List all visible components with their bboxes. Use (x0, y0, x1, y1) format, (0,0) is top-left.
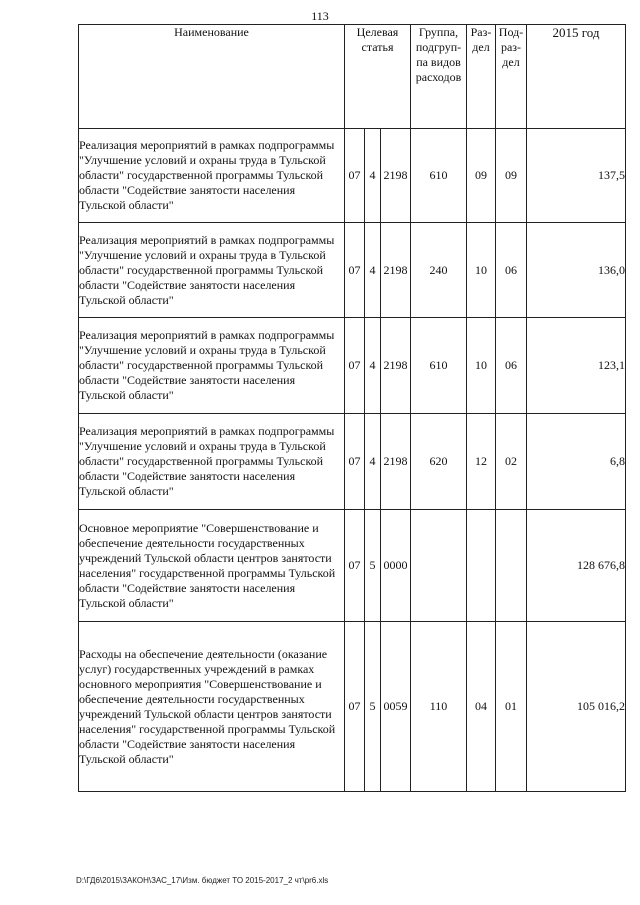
row-amount-cell: 123,1 (527, 318, 626, 414)
row-razdel-cell: 10 (467, 223, 496, 318)
header-group-text: Группа, подгруп-па видов расходов (415, 25, 462, 84)
table-row (79, 129, 626, 223)
row-direction-cell: 2198 (381, 129, 411, 223)
row-podrazdel-cell: 02 (496, 414, 527, 510)
header-year: 2015 год (527, 25, 626, 129)
row-direction-cell: 0059 (381, 622, 411, 792)
page-number: 113 (311, 9, 329, 23)
row-name-cell: Расходы на обеспечение деятельности (оказание услуг) государственных учреждений в рамках основного мероприятия "Совершенствование и обеспечение деятельности государственных учреждений Тульской области центров занятости населения" государственной программы Тульской области "Содействие занятости населения Тульской области" (79, 622, 345, 792)
row-razdel-cell: 10 (467, 318, 496, 414)
row-razdel-cell: 09 (467, 129, 496, 223)
footer-file-path: D:\ГД6\2015\ЗАКОН\ЗАС_17\Изм. бюджет ТО 2015-2017_2 чт\pr6.xls (76, 876, 329, 885)
row-amount-cell: 137,5 (527, 129, 626, 223)
row-direction-cell: 2198 (381, 223, 411, 318)
row-razdel-cell: 04 (467, 622, 496, 792)
row-name-cell: Реализация мероприятий в рамках подпрограммы "Улучшение условий и охраны труда в Тульской области" государственной программы Тульской области "Содействие занятости населения Тульской области" (79, 414, 345, 510)
table-row (79, 223, 626, 318)
row-razdel-cell (467, 510, 496, 622)
row-program-cell: 07 (345, 318, 365, 414)
header-razdel (467, 25, 496, 129)
table-row (79, 622, 626, 792)
header-target-article (345, 25, 411, 129)
row-group-cell (411, 510, 467, 622)
row-subprogram-cell: 5 (365, 622, 381, 792)
header-target-article-text: Целевая статья (356, 25, 399, 54)
row-podrazdel-cell (496, 510, 527, 622)
row-subprogram-cell: 5 (365, 510, 381, 622)
row-subprogram-cell: 4 (365, 223, 381, 318)
header-podrazdel-text: Под-раз-дел (498, 25, 524, 69)
row-direction-cell: 0000 (381, 510, 411, 622)
header-name: Наименование (79, 25, 345, 129)
table-header-row (79, 25, 626, 129)
row-subprogram-cell: 4 (365, 129, 381, 223)
row-name-cell: Реализация мероприятий в рамках подпрограммы "Улучшение условий и охраны труда в Тульской области" государственной программы Тульской области "Содействие занятости населения Тульской области" (79, 129, 345, 223)
row-direction-cell: 2198 (381, 414, 411, 510)
row-podrazdel-cell: 01 (496, 622, 527, 792)
row-podrazdel-cell: 06 (496, 223, 527, 318)
row-subprogram-cell: 4 (365, 414, 381, 510)
row-program-cell: 07 (345, 129, 365, 223)
row-podrazdel-cell: 06 (496, 318, 527, 414)
row-group-cell: 110 (411, 622, 467, 792)
row-podrazdel-cell: 09 (496, 129, 527, 223)
table-row (79, 318, 626, 414)
row-razdel-cell: 12 (467, 414, 496, 510)
row-name-cell: Реализация мероприятий в рамках подпрограммы "Улучшение условий и охраны труда в Тульской области" государственной программы Тульской области "Содействие занятости населения Тульской области" (79, 318, 345, 414)
row-name-cell: Реализация мероприятий в рамках подпрограммы "Улучшение условий и охраны труда в Тульской области" государственной программы Тульской области "Содействие занятости населения Тульской области" (79, 223, 345, 318)
row-direction-cell: 2198 (381, 318, 411, 414)
row-amount-cell: 136,0 (527, 223, 626, 318)
row-group-cell: 620 (411, 414, 467, 510)
row-amount-cell: 128 676,8 (527, 510, 626, 622)
row-subprogram-cell: 4 (365, 318, 381, 414)
row-amount-cell: 105 016,2 (527, 622, 626, 792)
row-program-cell: 07 (345, 622, 365, 792)
row-group-cell: 240 (411, 223, 467, 318)
budget-table (78, 24, 626, 792)
header-podrazdel (496, 25, 527, 129)
row-program-cell: 07 (345, 510, 365, 622)
table-row (79, 510, 626, 622)
header-group (411, 25, 467, 129)
row-program-cell: 07 (345, 223, 365, 318)
row-amount-cell: 6,8 (527, 414, 626, 510)
row-name-cell: Основное мероприятие "Совершенствование и обеспечение деятельности государственных учреждений Тульской области центров занятости населения" государственной программы Тульской области "Содействие занятости населения Тульской области" (79, 510, 345, 622)
header-razdel-text: Раз-дел (470, 25, 492, 54)
row-group-cell: 610 (411, 318, 467, 414)
table-row (79, 414, 626, 510)
row-group-cell: 610 (411, 129, 467, 223)
row-program-cell: 07 (345, 414, 365, 510)
